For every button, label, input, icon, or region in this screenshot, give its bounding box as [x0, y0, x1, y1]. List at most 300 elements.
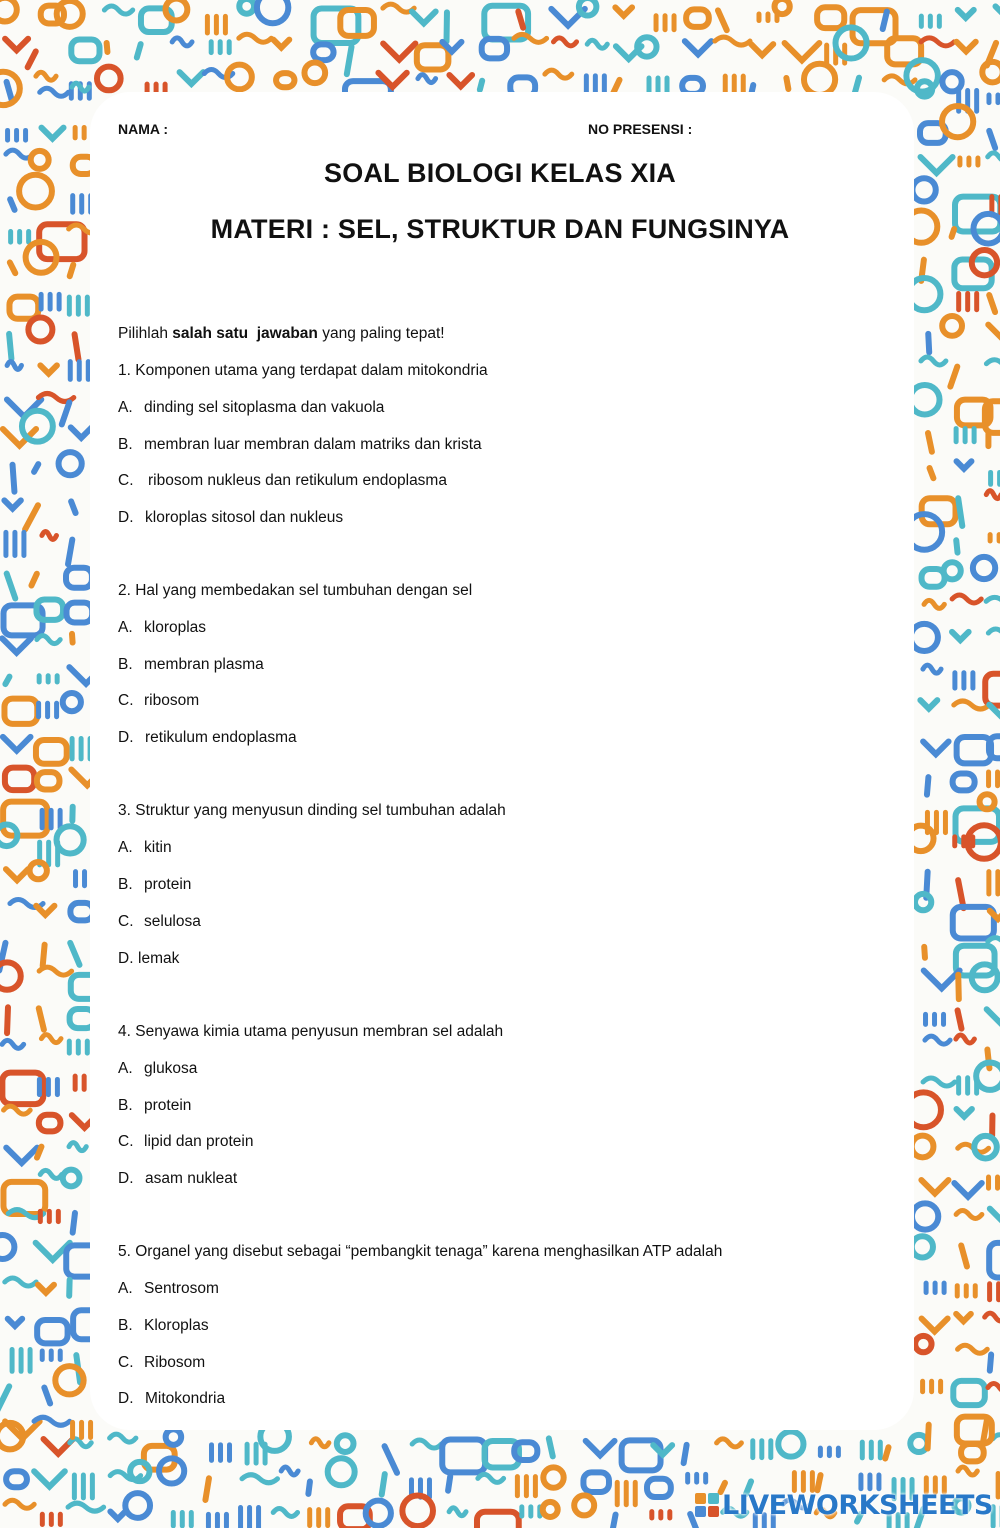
pattern-shape	[924, 429, 935, 455]
pattern-shape	[7, 361, 21, 369]
liveworksheets-brand[interactable]	[694, 1488, 993, 1522]
pattern-shape	[63, 693, 81, 711]
pattern-shape	[67, 1039, 72, 1056]
pattern-shape	[860, 1440, 865, 1461]
pattern-shape	[924, 970, 960, 988]
pattern-shape	[703, 1472, 708, 1485]
pattern-shape	[77, 359, 82, 382]
pattern-shape	[36, 701, 41, 720]
pattern-shape	[3, 530, 8, 558]
pattern-shape	[38, 1285, 54, 1293]
option-text[interactable]: membran plasma	[144, 656, 264, 673]
pattern-shape	[952, 595, 981, 603]
pattern-shape	[88, 1420, 93, 1440]
pattern-shape	[633, 1480, 638, 1507]
pattern-shape	[915, 894, 931, 910]
pattern-shape	[36, 906, 54, 915]
pattern-shape	[206, 1512, 211, 1528]
pattern-shape	[71, 427, 92, 438]
pattern-shape	[952, 670, 957, 690]
pattern-shape	[12, 530, 17, 558]
pattern-shape	[54, 701, 59, 720]
pattern-shape	[0, 1235, 14, 1259]
pattern-shape	[818, 1446, 823, 1458]
pattern-shape	[974, 88, 979, 114]
pattern-shape	[57, 292, 62, 312]
pattern-shape	[55, 1077, 60, 1097]
pattern-shape	[543, 1502, 558, 1517]
option-text[interactable]: Ribosom	[144, 1354, 206, 1371]
pattern-shape	[944, 562, 961, 579]
pattern-shape	[984, 1046, 993, 1071]
liveworksheets-text: LIVEWORKSHEETS	[722, 1489, 993, 1521]
pattern-shape	[524, 1474, 529, 1498]
pattern-shape	[412, 12, 436, 24]
pattern-shape	[40, 1512, 45, 1527]
pattern-shape	[46, 673, 51, 684]
pattern-shape	[254, 1442, 259, 1466]
option-letter: D.	[118, 950, 134, 967]
pattern-shape	[954, 426, 959, 444]
pattern-shape	[417, 45, 449, 69]
pattern-shape	[66, 261, 77, 280]
option-letter: C.	[118, 1354, 134, 1371]
pattern-shape	[956, 1314, 971, 1321]
pattern-shape	[276, 73, 294, 87]
pattern-shape	[40, 365, 57, 373]
pattern-shape	[1, 673, 13, 689]
pattern-shape	[133, 40, 144, 61]
pattern-shape	[383, 43, 415, 59]
pattern-shape	[30, 862, 47, 879]
option-text[interactable]: selulosa	[144, 913, 201, 930]
pattern-shape	[574, 1495, 594, 1515]
pattern-shape	[239, 0, 254, 14]
pattern-shape	[41, 1035, 61, 1043]
pattern-shape	[477, 1512, 519, 1528]
pattern-shape	[110, 1434, 136, 1442]
option-letter: A.	[118, 619, 133, 636]
pattern-shape	[817, 7, 844, 28]
pattern-shape	[955, 972, 962, 1003]
pattern-shape	[912, 1236, 933, 1257]
pattern-shape	[923, 1012, 928, 1027]
pattern-shape	[980, 794, 995, 809]
pattern-shape	[76, 1039, 81, 1056]
pattern-shape	[103, 40, 110, 56]
pattern-shape	[69, 804, 75, 824]
pattern-shape	[667, 1509, 672, 1520]
option-text[interactable]: dinding sel sitoplasma dan vakuola	[144, 399, 385, 416]
pattern-shape	[4, 1106, 31, 1114]
pattern-shape	[242, 1475, 278, 1483]
pattern-shape	[304, 62, 325, 83]
pattern-shape	[273, 40, 289, 48]
pattern-shape	[79, 1420, 84, 1440]
option-text[interactable]: membran luar membran dalam matriks dan krista	[144, 436, 482, 453]
pattern-shape	[337, 1435, 354, 1452]
option-text[interactable]: protein	[144, 1097, 192, 1114]
pattern-shape	[6, 331, 15, 362]
pattern-shape	[672, 13, 677, 32]
pattern-shape	[82, 125, 87, 140]
pattern-shape	[685, 41, 712, 54]
pattern-shape	[988, 629, 1000, 637]
pattern-shape	[995, 6, 1000, 17]
pattern-shape	[921, 38, 954, 46]
pattern-shape	[37, 772, 60, 789]
pattern-shape	[995, 92, 1000, 105]
pattern-shape	[37, 1077, 42, 1097]
pattern-shape	[4, 1004, 11, 1036]
pattern-shape	[46, 1077, 51, 1097]
pattern-shape	[49, 808, 54, 831]
pattern-shape	[36, 72, 56, 80]
pattern-shape	[658, 1509, 663, 1520]
pattern-shape	[47, 1209, 52, 1224]
pattern-shape	[71, 40, 99, 62]
pattern-shape	[958, 1345, 988, 1353]
pattern-shape	[67, 603, 93, 623]
pattern-shape	[928, 14, 933, 29]
pattern-shape	[938, 1379, 943, 1394]
pattern-shape	[205, 14, 210, 36]
pattern-shape	[925, 1422, 932, 1452]
pattern-shape	[533, 1474, 538, 1498]
pattern-shape	[449, 75, 472, 86]
pattern-shape	[73, 1074, 78, 1092]
pattern-shape	[39, 1115, 61, 1132]
pattern-shape	[307, 1507, 312, 1528]
pattern-shape	[878, 1440, 883, 1461]
pattern-shape	[110, 1511, 125, 1518]
pattern-shape	[986, 491, 1000, 499]
pattern-shape	[783, 74, 792, 92]
pattern-shape	[49, 1349, 54, 1362]
pattern-shape	[378, 1471, 388, 1498]
pattern-shape	[69, 1210, 78, 1236]
option-letter: B.	[118, 1317, 133, 1334]
pattern-shape	[273, 1508, 297, 1516]
pattern-shape	[10, 1347, 15, 1374]
pattern-shape	[519, 1504, 524, 1518]
pattern-shape	[986, 769, 991, 788]
pattern-shape	[956, 291, 961, 312]
pattern-shape	[34, 1471, 65, 1486]
pattern-shape	[6, 195, 18, 213]
option-letter: D.	[118, 729, 134, 746]
pattern-shape	[24, 47, 40, 71]
option-text[interactable]: Kloroplas	[144, 1317, 209, 1334]
option-letter: C.	[118, 1133, 134, 1150]
pattern-shape	[313, 44, 333, 60]
page-subtitle: MATERI : SEL, STRUKTUR DAN FUNGSINYA	[210, 214, 790, 244]
pattern-shape	[6, 258, 19, 277]
pattern-shape	[827, 1446, 832, 1458]
pattern-shape	[925, 331, 932, 356]
pattern-shape	[4, 699, 37, 724]
pattern-shape	[924, 774, 932, 798]
option-text[interactable]: ribosom	[144, 692, 200, 709]
pattern-shape	[41, 128, 63, 139]
pattern-shape	[925, 1036, 950, 1044]
pattern-shape	[5, 1500, 34, 1508]
option-text[interactable]: lipid dan protein	[144, 1133, 254, 1150]
pattern-shape	[587, 40, 607, 48]
pattern-shape	[910, 385, 940, 415]
pattern-shape	[985, 291, 998, 316]
pattern-shape	[919, 14, 924, 29]
pattern-shape	[933, 1281, 938, 1295]
pattern-shape	[73, 125, 78, 140]
pattern-shape	[209, 1442, 214, 1463]
pattern-shape	[238, 1505, 243, 1528]
pattern-shape	[987, 1009, 1000, 1027]
pattern-shape	[66, 1277, 73, 1299]
pattern-shape	[37, 636, 60, 644]
pattern-shape	[97, 67, 121, 91]
pattern-shape	[759, 1438, 764, 1460]
pattern-shape	[985, 431, 991, 450]
pattern-shape	[869, 1440, 874, 1461]
pattern-shape	[579, 0, 597, 16]
pattern-shape	[328, 1458, 355, 1485]
question-3: 3. Struktur yang menyusun dinding sel tumbuhan adalah	[118, 802, 506, 819]
pattern-shape	[442, 1439, 485, 1472]
pattern-shape	[957, 737, 991, 763]
pattern-shape	[923, 741, 948, 754]
option-text[interactable]: Sentrosom	[144, 1280, 219, 1297]
pattern-shape	[2, 1040, 24, 1048]
option-text[interactable]: kitin	[144, 839, 172, 856]
pattern-shape	[624, 1480, 629, 1507]
pattern-shape	[765, 12, 770, 24]
pattern-shape	[986, 1174, 991, 1190]
name-label: NAMA :	[118, 121, 169, 137]
option-text[interactable]: kloroplas	[144, 619, 207, 636]
pattern-shape	[995, 869, 1000, 896]
pattern-shape	[5, 768, 34, 791]
pattern-shape	[3, 1182, 45, 1214]
option-text[interactable]: kloroplas sitosol dan nukleus	[145, 509, 344, 526]
pattern-shape	[6, 1148, 37, 1163]
pattern-shape	[923, 665, 941, 673]
instruction-prefix: Pilihlah	[118, 325, 173, 342]
pattern-shape	[956, 88, 961, 114]
pattern-shape	[68, 359, 73, 382]
option-letter: A.	[118, 839, 133, 856]
pattern-shape	[305, 1478, 313, 1497]
question-2: 2. Hal yang membedakan sel tumbuhan dengan sel	[118, 582, 473, 599]
pattern-shape	[804, 64, 835, 95]
pattern-shape	[952, 834, 957, 848]
pattern-shape	[257, 0, 288, 23]
pattern-shape	[63, 1170, 80, 1187]
pattern-shape	[9, 297, 38, 319]
instruction-bold-1: salah satu	[172, 325, 249, 342]
pattern-shape	[23, 128, 28, 143]
pattern-shape	[988, 470, 993, 487]
pattern-shape	[989, 736, 1000, 758]
pattern-shape	[941, 1012, 946, 1027]
pattern-shape	[921, 357, 946, 365]
pattern-shape	[171, 1510, 176, 1528]
option-text[interactable]: lemak	[138, 950, 180, 967]
pattern-shape	[325, 1507, 330, 1528]
pattern-shape	[316, 1507, 321, 1528]
pattern-shape	[218, 1442, 223, 1463]
pattern-shape	[956, 42, 975, 52]
pattern-shape	[215, 1512, 220, 1528]
pattern-shape	[125, 1493, 150, 1518]
pattern-shape	[22, 411, 53, 442]
option-text[interactable]: asam nukleat	[145, 1170, 238, 1187]
pattern-shape	[986, 92, 991, 105]
pattern-shape	[990, 1209, 1000, 1219]
pattern-shape	[686, 9, 709, 26]
pattern-shape	[996, 1471, 1000, 1499]
pattern-shape	[0, 1382, 13, 1415]
pattern-shape	[680, 1441, 690, 1466]
pattern-shape	[4, 500, 20, 508]
pattern-shape	[402, 1495, 433, 1526]
question-1: 1. Komponen utama yang terdapat dalam mitokondria	[118, 362, 488, 379]
pattern-shape	[57, 1, 83, 27]
pattern-shape	[607, 1511, 619, 1528]
pattern-shape	[104, 6, 132, 14]
pattern-shape	[9, 462, 17, 495]
pattern-shape	[982, 62, 1000, 82]
option-letter: C.	[118, 913, 134, 930]
pattern-shape	[545, 1435, 556, 1460]
pattern-shape	[921, 1180, 948, 1194]
pattern-shape	[920, 700, 937, 708]
pattern-shape	[615, 1480, 620, 1507]
question-5: 5. Organel yang disebut sebagai “pembangkit tenaga” karena menghasilkan ATP adalah	[118, 1243, 723, 1260]
pattern-shape	[57, 826, 84, 853]
option-letter: D.	[118, 1170, 134, 1187]
option-letter: D.	[118, 1390, 134, 1407]
pattern-shape	[974, 1136, 997, 1159]
pattern-shape	[985, 674, 1000, 706]
pattern-shape	[3, 737, 31, 751]
pattern-shape	[69, 631, 76, 646]
pattern-shape	[955, 1283, 960, 1298]
pattern-shape	[37, 673, 42, 684]
pattern-shape	[21, 501, 42, 533]
pattern-shape	[553, 38, 576, 46]
pattern-shape	[69, 1143, 86, 1151]
pattern-shape	[836, 1446, 841, 1458]
pattern-shape	[2, 638, 31, 652]
pattern-shape	[218, 39, 223, 55]
pattern-shape	[55, 673, 60, 684]
pattern-shape	[224, 1512, 229, 1528]
pattern-shape	[48, 292, 53, 312]
option-text[interactable]: retikulum endoplasma	[145, 729, 297, 746]
pattern-shape	[912, 1203, 938, 1229]
pattern-shape	[19, 1347, 24, 1374]
pattern-shape	[70, 1420, 75, 1440]
pattern-shape	[180, 1510, 185, 1528]
pattern-shape	[987, 1281, 992, 1302]
presensi-label: NO PRESENSI :	[588, 121, 693, 137]
pattern-shape	[343, 43, 355, 77]
option-letter: A.	[118, 1280, 133, 1297]
pattern-shape	[528, 1504, 533, 1518]
pattern-shape	[3, 570, 19, 603]
pattern-shape	[40, 1349, 45, 1362]
pattern-shape	[67, 295, 72, 317]
pattern-shape	[996, 1281, 1000, 1302]
pattern-shape	[685, 1472, 690, 1485]
pattern-shape	[21, 530, 26, 558]
pattern-shape	[958, 1242, 971, 1270]
pattern-shape	[42, 531, 57, 539]
pattern-shape	[956, 1109, 971, 1117]
pattern-shape	[227, 39, 232, 55]
pattern-shape	[35, 1005, 47, 1034]
option-text[interactable]: Mitokondria	[145, 1390, 226, 1407]
pattern-shape	[256, 1505, 261, 1528]
pattern-shape	[924, 600, 944, 608]
pattern-shape	[768, 1438, 773, 1460]
pattern-shape	[586, 1441, 615, 1455]
pattern-shape	[36, 740, 67, 764]
pattern-shape	[227, 1442, 232, 1463]
option-letter: B.	[118, 1097, 133, 1114]
pattern-shape	[5, 1278, 36, 1286]
pattern-shape	[953, 537, 961, 556]
pattern-shape	[756, 12, 761, 24]
pattern-shape	[68, 1503, 104, 1511]
pattern-shape	[956, 1035, 975, 1043]
pattern-shape	[926, 464, 938, 482]
pattern-shape	[482, 39, 507, 59]
option-letter: C.	[118, 472, 134, 489]
pattern-shape	[942, 316, 962, 336]
pattern-shape	[751, 44, 773, 55]
option-letter: A.	[118, 399, 133, 416]
option-letter: B.	[118, 436, 133, 453]
page-title: SOAL BIOLOGI KELAS XIA	[324, 158, 676, 188]
pattern-shape	[995, 1174, 1000, 1190]
pattern-shape	[30, 460, 42, 476]
pattern-shape	[654, 13, 659, 32]
instruction-space	[248, 325, 257, 342]
pattern-shape	[923, 1078, 955, 1086]
pattern-shape	[986, 360, 1000, 368]
pattern-shape	[82, 869, 87, 888]
pattern-shape	[785, 43, 820, 60]
pattern-shape	[45, 701, 50, 720]
pattern-shape	[58, 1349, 63, 1362]
pattern-shape	[49, 1512, 54, 1527]
pattern-shape	[166, 1429, 182, 1445]
option-text[interactable]: protein	[144, 876, 192, 893]
instruction-suffix: yang paling tepat!	[317, 325, 445, 342]
pattern-shape	[963, 426, 968, 444]
option-text[interactable]: glukosa	[144, 1060, 198, 1077]
pattern-shape	[953, 1381, 985, 1405]
option-text[interactable]: ribosom nukleus dan retikulum endoplasma	[148, 472, 447, 489]
pattern-shape	[956, 1210, 982, 1218]
pattern-shape	[985, 1313, 1000, 1321]
pattern-shape	[5, 39, 28, 51]
worksheet-paper	[90, 92, 914, 1430]
instruction	[118, 325, 445, 343]
pattern-shape	[986, 869, 991, 896]
